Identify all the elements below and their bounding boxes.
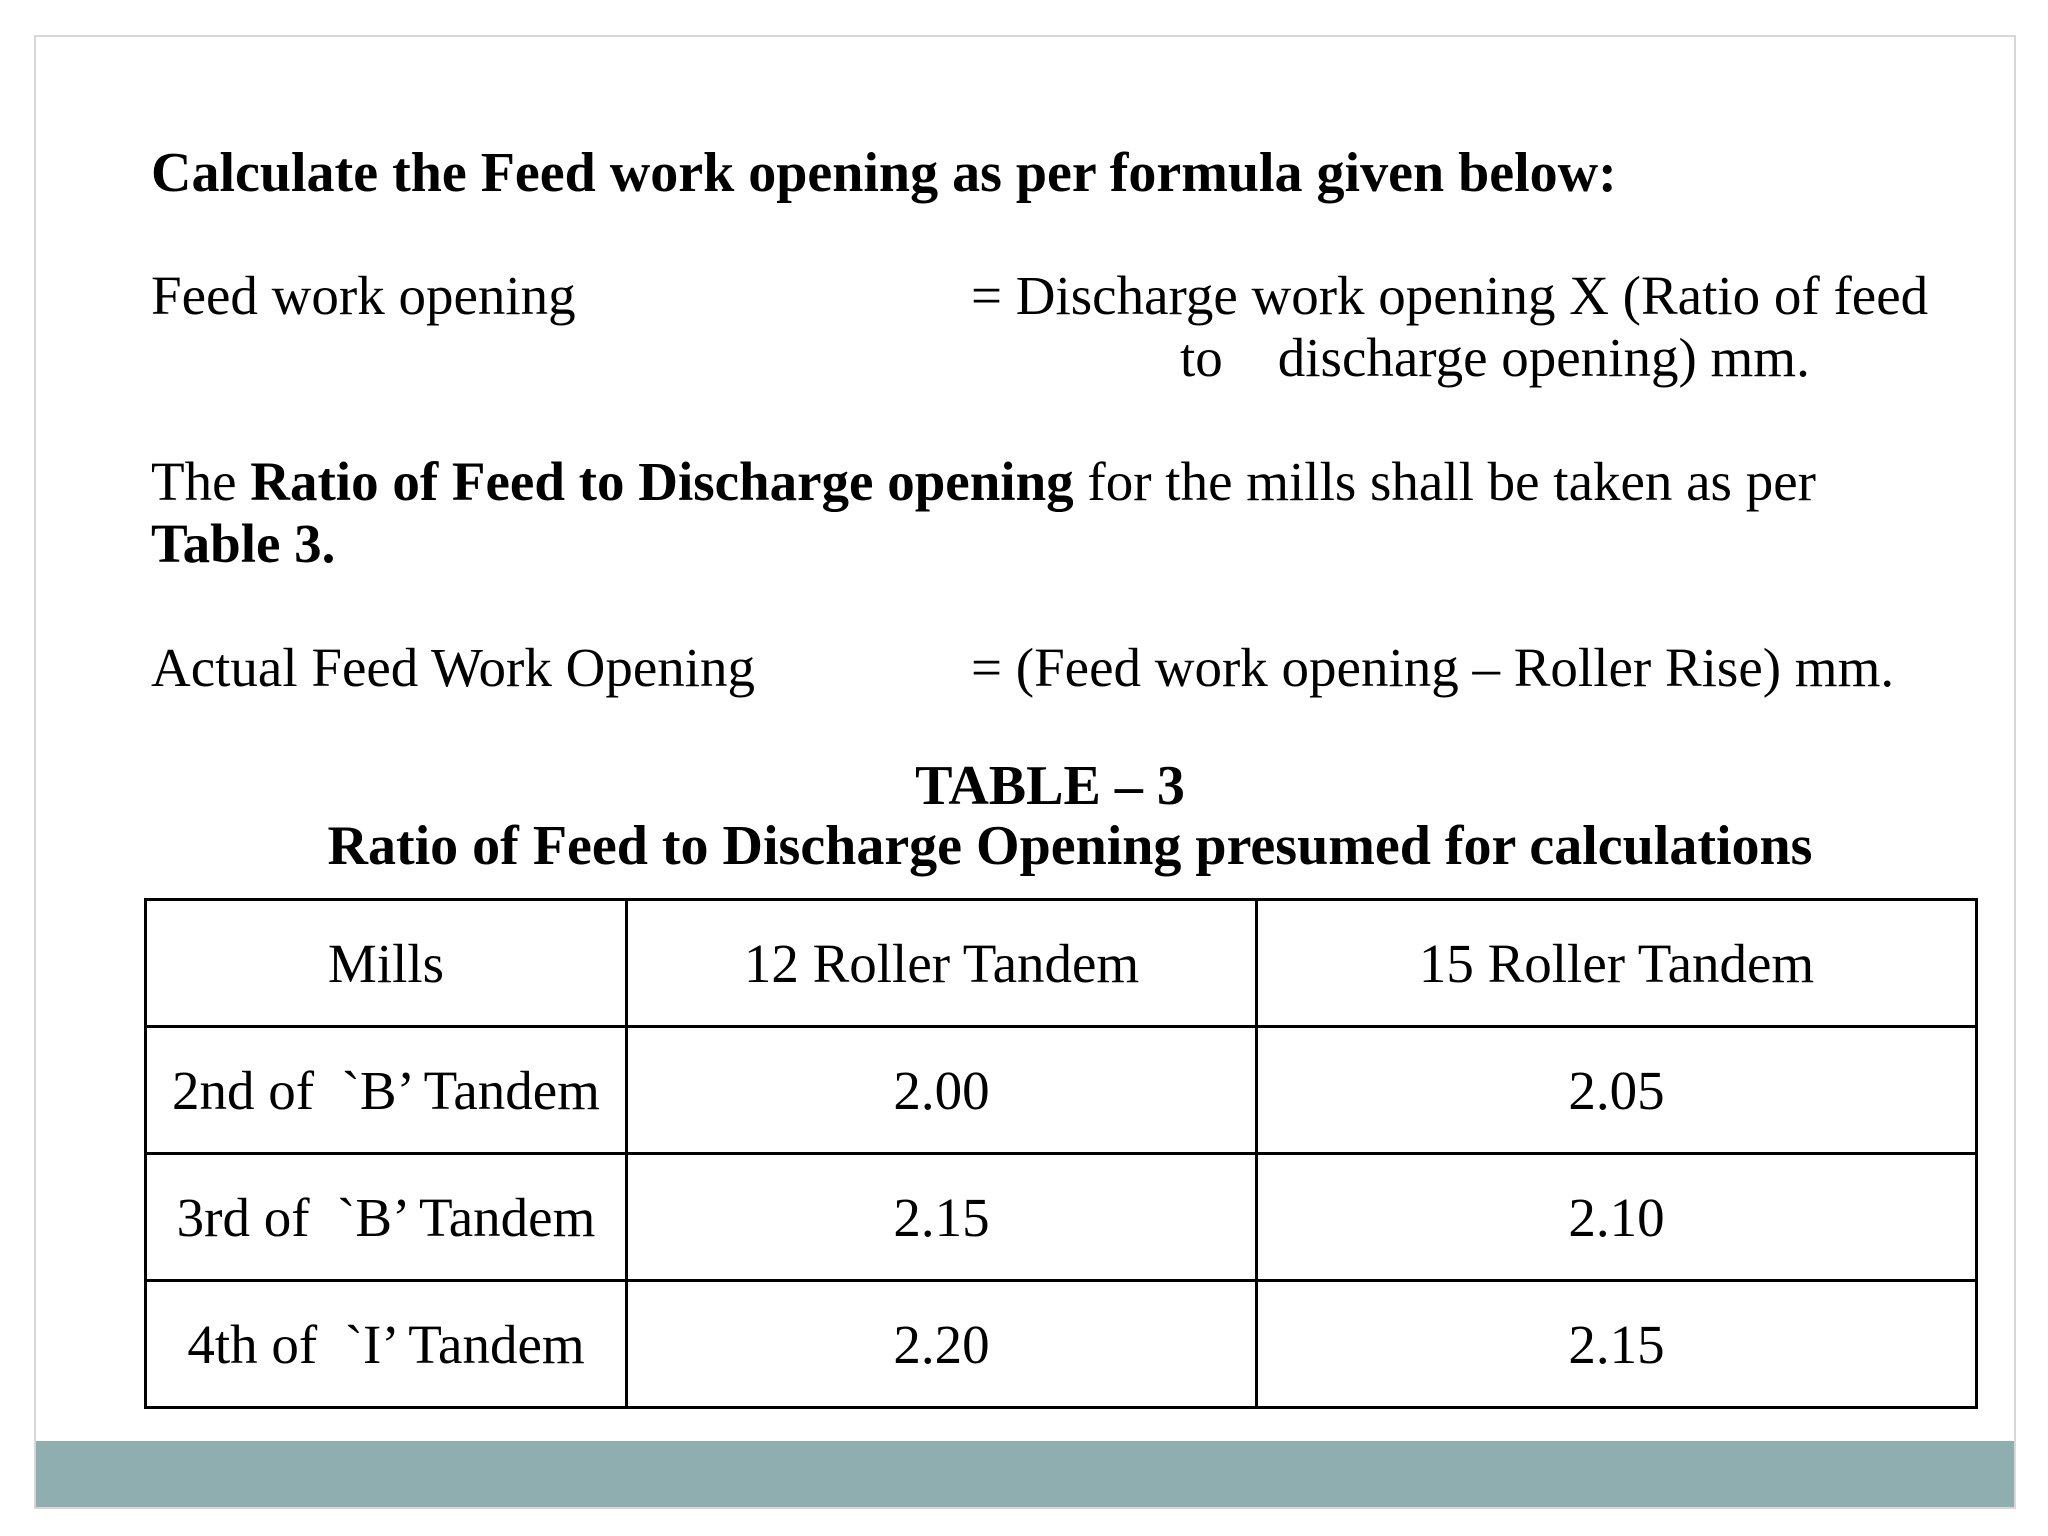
actual-feed-work-opening-label: Actual Feed Work Opening — [151, 637, 756, 698]
table-number: TABLE – 3 — [915, 755, 1185, 817]
table-caption: Ratio of Feed to Discharge Opening presumed for calculations — [327, 815, 1813, 877]
table-cell-mill: 3rd of `B’ Tandem — [146, 1154, 627, 1281]
header-mills: Mills — [146, 900, 627, 1027]
table-row — [146, 1281, 1977, 1408]
slide-title: Calculate the Feed work opening as per formula given below: — [151, 142, 1617, 204]
actual-feed-work-opening-expression: = (Feed work opening – Roller Rise) mm. — [971, 637, 1895, 698]
ratio-note-bold-term: Ratio of Feed to Discharge opening — [250, 451, 1074, 512]
ratio-table — [144, 898, 1978, 1409]
feed-work-opening-expression-line-2: to discharge opening) mm. — [1180, 327, 1810, 388]
table-reference: Table 3. — [151, 513, 336, 574]
table-row — [146, 1027, 1977, 1154]
ratio-note-prefix: The — [151, 451, 251, 512]
table-row — [146, 1154, 1977, 1281]
header-15-roller-tandem: 15 Roller Tandem — [1257, 900, 1977, 1027]
table-cell-12-roller: 2.20 — [627, 1281, 1257, 1408]
feed-work-opening-label: Feed work opening — [151, 265, 576, 326]
table-header-row — [146, 900, 1977, 1027]
table-cell-12-roller: 2.00 — [627, 1027, 1257, 1154]
feed-work-opening-expression-line-1: = Discharge work opening X (Ratio of feed — [971, 265, 1929, 326]
header-12-roller-tandem: 12 Roller Tandem — [627, 900, 1257, 1027]
footer-bar — [36, 1441, 2014, 1507]
table-cell-15-roller: 2.05 — [1257, 1027, 1977, 1154]
table-cell-mill: 2nd of `B’ Tandem — [146, 1027, 627, 1154]
ratio-table-container — [144, 898, 1975, 1396]
table-cell-12-roller: 2.15 — [627, 1154, 1257, 1281]
ratio-note — [151, 451, 1816, 512]
table-cell-15-roller: 2.15 — [1257, 1281, 1977, 1408]
table-cell-mill: 4th of `I’ Tandem — [146, 1281, 627, 1408]
ratio-note-suffix: for the mills shall be taken as per — [1073, 451, 1816, 512]
table-cell-15-roller: 2.10 — [1257, 1154, 1977, 1281]
